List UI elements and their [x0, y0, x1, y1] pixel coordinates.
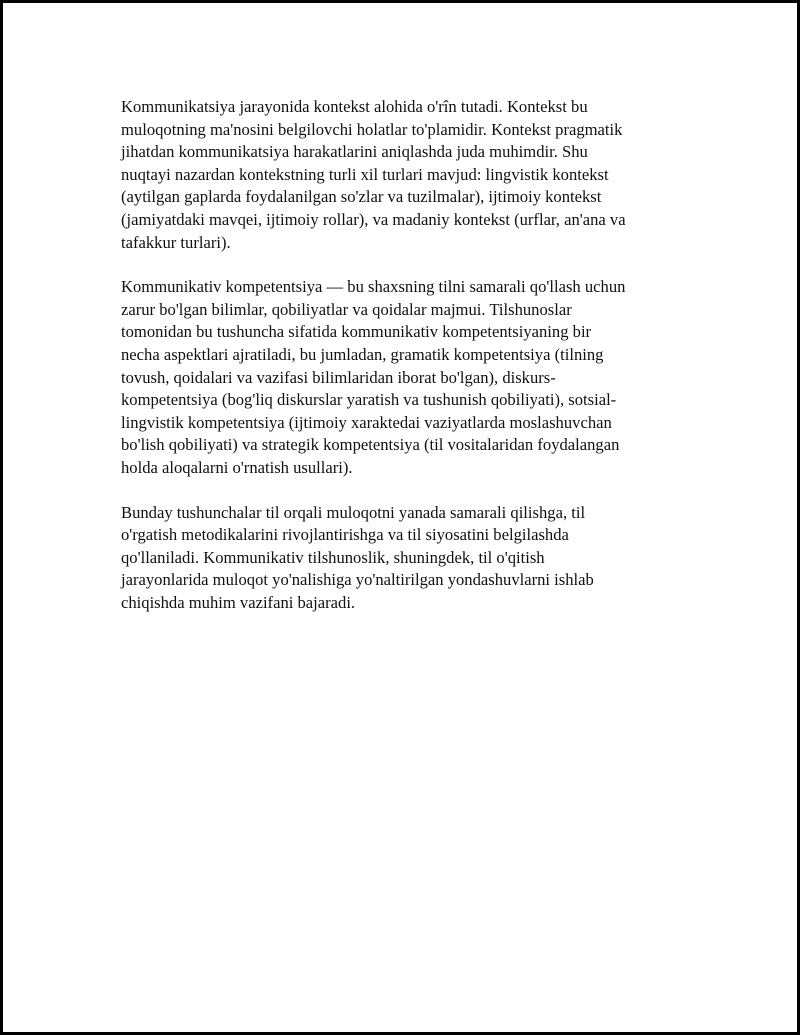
text-line: Bunday tushunchalar til orqali muloqotni yanada samarali qilishga, til: [121, 502, 586, 522]
text-line: necha aspektlari ajratiladi, bu jumladan, gramatik kompetentsiya (tilning: [121, 344, 604, 364]
paragraph-context: [121, 96, 693, 254]
text-line: chiqishda muhim vazifani bajaradi.: [121, 592, 356, 612]
text-line: jarayonlarida muloqot yo'nalishiga yo'naltirilgan yondashuvlarni ishlab: [121, 570, 594, 590]
text-line: qo'llaniladi. Kommunikativ tilshunoslik, shuningdek, til o'qitish: [121, 547, 545, 567]
text-line: jihatdan kommunikatsiya harakatlarini aniqlashda juda muhimdir. Shu: [121, 142, 588, 162]
document-body: [121, 96, 693, 636]
text-line: kompetentsiya (bog'liq diskurslar yaratish va tushunish qobiliyati), sotsial-: [121, 390, 617, 410]
text-line: Kommunikatsiya jarayonida kontekst alohida o'rîn tutadi. Kontekst bu: [121, 97, 588, 116]
text-line: (aytilgan gaplarda foydalanilgan so'zlar va tuzilmalar), ijtimoiy kontekst: [121, 187, 602, 207]
text-line: zarur bo'lgan bilimlar, qobiliyatlar va qoidalar majmui. Tilshunoslar: [121, 299, 572, 319]
text-line: (jamiyatdaki mavqei, ijtimoiy rollar), va madaniy kontekst (urflar, an'ana va: [121, 209, 626, 229]
text-line: tovush, qoidalari va vazifasi bilimlaridan iborat bo'lgan), diskurs-: [121, 367, 556, 387]
text-line: tomonidan bu tushuncha sifatida kommunikativ kompetentsiyaning bir: [121, 322, 592, 342]
text-line: tafakkur turlari).: [121, 232, 231, 252]
text-line: lingvistik kompetentsiya (ijtimoiy xaraktedai vaziyatlarda moslashuvchan: [121, 412, 612, 432]
text-line: Kommunikativ kompetentsiya — bu shaxsning tilni samarali qo'llash uchun: [121, 277, 626, 297]
text-line: o'rgatish metodikalarini rivojlantirishga va til siyosatini belgilashda: [121, 525, 569, 545]
text-line: holda aloqalarni o'rnatish usullari).: [121, 457, 353, 477]
text-line: nuqtayi nazardan kontekstning turli xil turlari mavjud: lingvistik kontekst: [121, 164, 609, 184]
paragraph-conclusion: [121, 502, 693, 615]
text-line: muloqotning ma'nosini belgilovchi holatlar to'plamidir. Kontekst pragmatik: [121, 119, 623, 139]
text-line: bo'lish qobiliyati) va strategik kompetentsiya (til vositalaridan foydalangan: [121, 435, 620, 455]
paragraph-competence: [121, 276, 693, 479]
